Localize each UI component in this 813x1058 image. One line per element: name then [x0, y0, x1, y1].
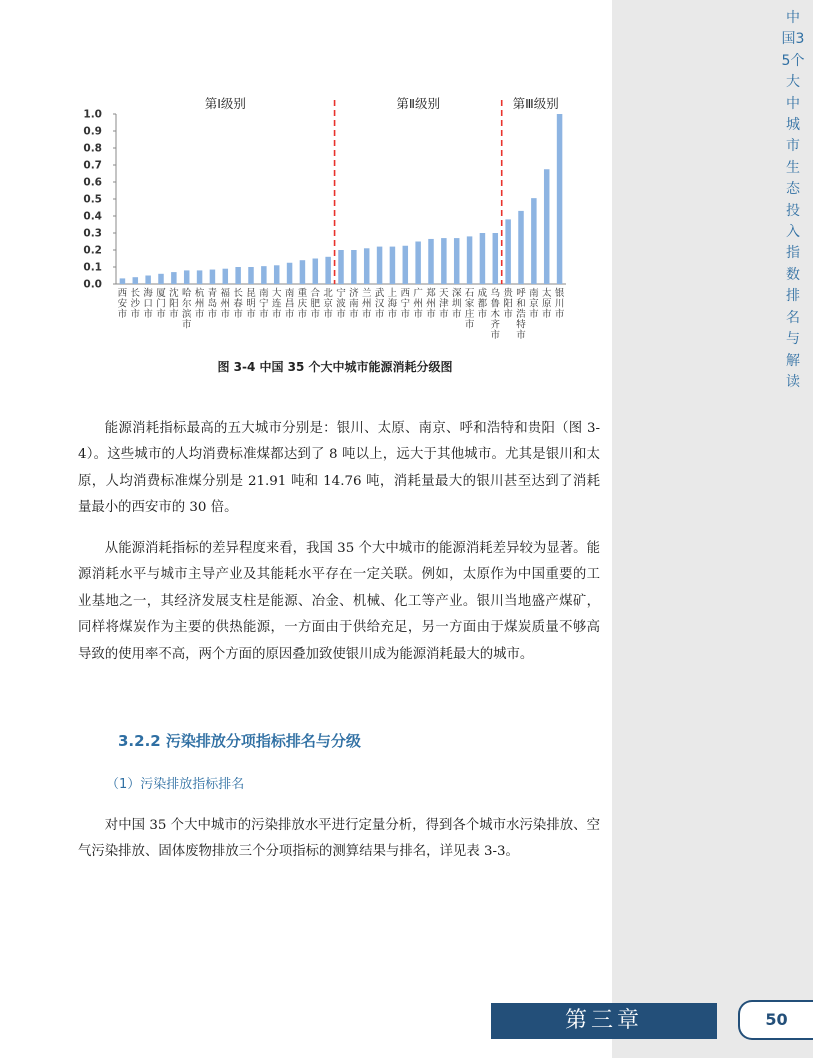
bar-上海市 — [390, 247, 396, 284]
x-tick-label: 南京市 — [529, 288, 539, 320]
group-label-2: 第Ⅱ级别 — [396, 96, 440, 111]
x-tick-label: 武汉市 — [374, 288, 385, 320]
energy-consumption-bar-chart — [70, 88, 580, 353]
x-tick-label: 杭州市 — [194, 288, 205, 320]
bar-大连市 — [274, 265, 280, 284]
bar-兰州市 — [364, 248, 370, 284]
x-tick-label: 南昌市 — [284, 288, 295, 320]
x-tick-label: 合肥市 — [310, 288, 321, 320]
y-tick-label: 0.8 — [83, 142, 102, 155]
x-tick-label: 西安市 — [117, 288, 128, 320]
subsection-title: （1）污染排放指标排名 — [106, 777, 245, 792]
y-tick-label: 0.7 — [83, 159, 102, 172]
bar-石家庄市 — [467, 236, 473, 284]
section-title: 3.2.2 污染排放分项指标排名与分级 — [118, 732, 361, 750]
bar-武汉市 — [377, 247, 383, 284]
bar-青岛市 — [210, 270, 216, 284]
bar-哈尔滨市 — [184, 270, 190, 284]
bar-天津市 — [441, 238, 447, 284]
x-tick-label: 青岛市 — [207, 288, 218, 320]
group-label-3: 第Ⅲ级别 — [512, 96, 559, 111]
bar-呼和浩特市 — [518, 211, 524, 284]
bar-成都市 — [480, 233, 486, 284]
bar-长沙市 — [133, 277, 139, 284]
x-tick-label: 上海市 — [387, 288, 398, 320]
paragraph-2: 从能源消耗指标的差异程度来看，我国 35 个大中城市的能源消耗差异较为显著。能源消耗水平与城市主导产业及其能耗水平存在一定关联。例如，太原作为中国重要的工业基地之一，其经济发展支柱是能源、冶金、机械、化工等产业。银川当地盛产煤矿，同样将煤炭作为主要的供热能源，一方面由于供给充足，另一方面由于煤炭质量不够高导致的使用率不高，两个方面的原因叠加致使银川成为能源消耗最大的城市。 — [78, 541, 600, 662]
bar-济南市 — [351, 250, 357, 284]
y-tick-label: 0.6 — [83, 176, 102, 189]
bar-贵阳市 — [505, 219, 511, 284]
x-tick-label: 哈尔滨市 — [181, 288, 192, 331]
y-tick-label: 0.2 — [83, 244, 102, 257]
bar-杭州市 — [197, 270, 203, 284]
bar-南宁市 — [261, 266, 267, 284]
bar-长春市 — [235, 267, 241, 284]
x-tick-label: 济南市 — [349, 288, 359, 320]
y-tick-label: 1.0 — [83, 108, 102, 121]
x-tick-label: 昆明市 — [246, 288, 256, 320]
page-number: 50 — [738, 1000, 813, 1040]
x-tick-label: 呼和浩特市 — [516, 288, 526, 341]
y-tick-label: 0.3 — [83, 227, 102, 240]
figure-caption: 图 3-4 中国 35 个大中城市能源消耗分级图 — [217, 360, 453, 374]
bar-沈阳市 — [171, 272, 177, 284]
paragraph-1: 能源消耗指标最高的五大城市分别是：银川、太原、南京、呼和浩特和贵阳（图 3-4）。这些城市的人均消费标准煤都达到了 8 吨以上，远大于其他城市。尤其是银川和太原，人均消费标准煤分别是 21.91 吨和 14.76 吨，消耗量最大的银川甚至达到了消耗量最小的西安市的 30 倍。 — [78, 421, 600, 516]
bar-郑州市 — [428, 239, 434, 284]
bar-西宁市 — [403, 246, 409, 284]
x-tick-label: 郑州市 — [426, 288, 436, 320]
x-tick-label: 南宁市 — [259, 288, 269, 320]
x-tick-label: 长春市 — [233, 288, 243, 320]
x-tick-label: 银川市 — [554, 288, 565, 320]
x-tick-label: 大连市 — [271, 288, 282, 320]
bar-厦门市 — [158, 274, 164, 284]
x-tick-label: 长沙市 — [130, 288, 141, 320]
bar-北京市 — [325, 257, 331, 284]
x-tick-label: 石家庄市 — [464, 288, 475, 331]
x-tick-label: 成都市 — [477, 288, 488, 320]
x-tick-label: 宁波市 — [336, 288, 346, 320]
group-label-1: 第Ⅰ级别 — [204, 96, 246, 111]
vertical-book-title: 中国35个大中城市生态投入指数排名与解读 — [781, 10, 805, 390]
y-tick-label: 0.1 — [83, 261, 102, 274]
bar-西安市 — [120, 278, 126, 284]
x-tick-label: 贵阳市 — [503, 288, 513, 320]
chapter-label: 第三章 — [491, 1003, 717, 1039]
bar-合肥市 — [313, 259, 319, 285]
bar-深圳市 — [454, 238, 460, 284]
bar-重庆市 — [300, 260, 306, 284]
x-tick-label: 沈阳市 — [169, 288, 179, 320]
x-tick-label: 深圳市 — [451, 288, 462, 320]
y-tick-label: 0.0 — [83, 278, 102, 291]
bar-乌鲁木齐市 — [493, 233, 499, 284]
bar-昆明市 — [248, 267, 254, 284]
x-tick-label: 福州市 — [220, 288, 231, 320]
x-tick-label: 广州市 — [413, 288, 423, 320]
x-tick-label: 天津市 — [439, 288, 449, 320]
bar-南昌市 — [287, 263, 293, 284]
x-tick-label: 乌鲁木齐市 — [490, 288, 501, 341]
bar-太原市 — [544, 169, 550, 284]
bar-广州市 — [415, 242, 421, 285]
y-tick-label: 0.4 — [83, 210, 102, 223]
x-tick-label: 厦门市 — [156, 288, 166, 320]
x-tick-label: 重庆市 — [297, 288, 308, 320]
bar-宁波市 — [338, 250, 344, 284]
paragraph-3: 对中国 35 个大中城市的污染排放水平进行定量分析，得到各个城市水污染排放、空气污染排放、固体废物排放三个分项指标的测算结果与排名，详见表 3-3。 — [78, 818, 600, 860]
x-tick-label: 兰州市 — [361, 288, 372, 320]
x-tick-label: 海口市 — [143, 288, 153, 320]
bar-南京市 — [531, 198, 537, 284]
x-tick-label: 北京市 — [323, 288, 333, 320]
x-tick-label: 太原市 — [541, 288, 552, 320]
bar-银川市 — [557, 114, 563, 284]
x-tick-label: 西宁市 — [400, 288, 411, 320]
bar-福州市 — [223, 269, 229, 284]
y-tick-label: 0.5 — [83, 193, 102, 206]
bar-海口市 — [145, 276, 151, 285]
y-tick-label: 0.9 — [83, 125, 102, 138]
